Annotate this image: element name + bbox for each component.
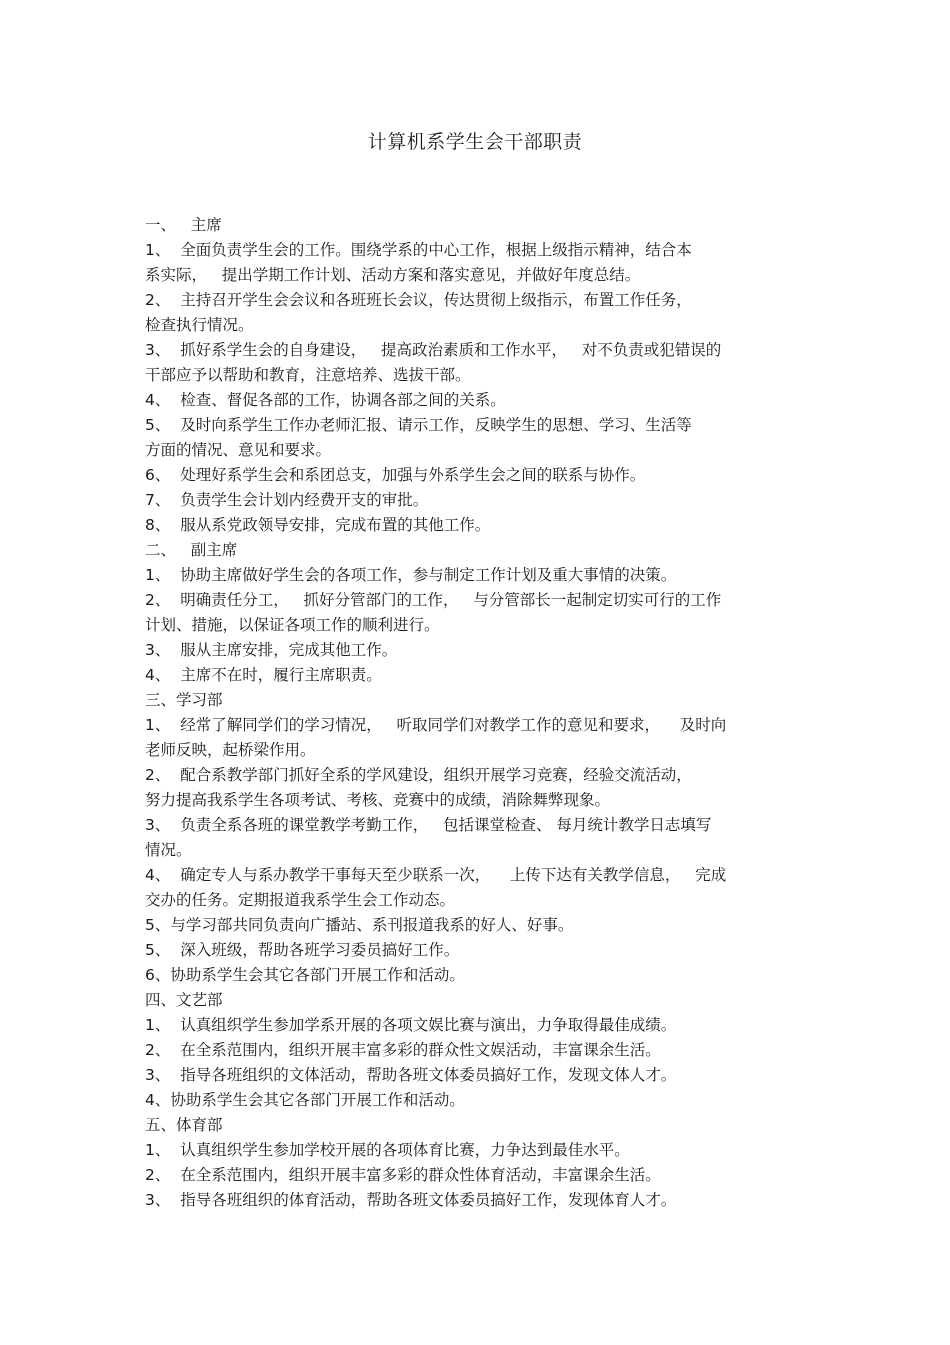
text-line: 三、学习部 [145, 691, 223, 709]
text-line: 方面的情况、意见和要求。 [145, 441, 332, 459]
text-line: 7、 负责学生会计划内经费开支的审批。 [145, 491, 429, 509]
text-line: 5、 深入班级，帮助各班学习委员搞好工作。 [145, 941, 460, 959]
text-line: 四、文艺部 [145, 991, 223, 1009]
text-line: 1、 认真组织学生参加学系开展的各项文娱比赛与演出，力争取得最佳成绩。 [145, 1016, 677, 1034]
text-line: 二、 副主席 [145, 541, 238, 559]
text-line: 3、 抓好系学生会的自身建设， 提高政治素质和工作水平， 对不负责或犯错误的 [145, 341, 722, 359]
text-line: 6、协助系学生会其它各部门开展工作和活动。 [145, 966, 465, 984]
text-line: 情况。 [145, 841, 192, 859]
text-line: 1、 全面负责学生会的工作。围绕学系的中心工作，根据上级指示精神，结合本 [145, 241, 692, 259]
text-line: 5、 及时向系学生工作办老师汇报、请示工作，反映学生的思想、学习、生活等 [145, 416, 692, 434]
text-line: 五、体育部 [145, 1116, 223, 1134]
text-line: 1、 经常了解同学们的学习情况， 听取同学们对教学工作的意见和要求， 及时向 [145, 716, 727, 734]
text-line: 交办的任务。定期报道我系学生会工作动态。 [145, 891, 456, 909]
text-line: 2、 在全系范围内，组织开展丰富多彩的群众性文娱活动，丰富课余生活。 [145, 1041, 661, 1059]
text-line: 干部应予以帮助和教育，注意培养、选拔干部。 [145, 366, 471, 384]
text-line: 4、协助系学生会其它各部门开展工作和活动。 [145, 1091, 465, 1109]
text-line: 6、 处理好系学生会和系团总支，加强与外系学生会之间的联系与协作。 [145, 466, 646, 484]
document-body [145, 213, 815, 1213]
text-line: 2、 在全系范围内，组织开展丰富多彩的群众性体育活动，丰富课余生活。 [145, 1166, 661, 1184]
text-line: 4、 检查、督促各部的工作，协调各部之间的关系。 [145, 391, 506, 409]
text-line: 2、 配合系教学部门抓好全系的学风建设，组织开展学习竞赛，经验交流活动， [145, 766, 692, 784]
text-line: 努力提高我系学生各项考试、考核、竞赛中的成绩，消除舞弊现象。 [145, 791, 611, 809]
text-line: 1、 协助主席做好学生会的各项工作，参与制定工作计划及重大事情的决策。 [145, 566, 677, 584]
text-line: 3、 指导各班组织的文体活动，帮助各班文体委员搞好工作，发现文体人才。 [145, 1066, 677, 1084]
text-line: 老师反映，起桥梁作用。 [145, 741, 316, 759]
text-line: 3、 服从主席安排，完成其他工作。 [145, 641, 398, 659]
text-line: 3、 负责全系各班的课堂教学考勤工作， 包括课堂检查、 每月统计教学日志填写 [145, 816, 712, 834]
text-line: 4、 确定专人与系办教学干事每天至少联系一次， 上传下达有关教学信息， 完成 [145, 866, 727, 884]
text-line: 5、与学习部共同负责向广播站、系刊报道我系的好人、好事。 [145, 916, 574, 934]
text-line: 1、 认真组织学生参加学校开展的各项体育比赛，力争达到最佳水平。 [145, 1141, 630, 1159]
text-line: 3、 指导各班组织的体育活动，帮助各班文体委员搞好工作，发现体育人才。 [145, 1191, 677, 1209]
text-line: 2、 明确责任分工， 抓好分管部门的工作， 与分管部长一起制定切实可行的工作 [145, 591, 722, 609]
text-line: 系实际， 提出学期工作计划、活动方案和落实意见，并做好年度总结。 [145, 266, 641, 284]
text-line: 8、 服从系党政领导安排，完成布置的其他工作。 [145, 516, 491, 534]
text-line: 一、 主席 [145, 216, 222, 234]
text-line: 2、 主持召开学生会会议和各班班长会议，传达贯彻上级指示，布置工作任务， [145, 291, 692, 309]
text-line: 4、 主席不在时，履行主席职责。 [145, 666, 382, 684]
text-line: 检查执行情况。 [145, 316, 254, 334]
document-title: 计算机系学生会干部职责 [367, 131, 583, 153]
text-line: 计划、措施，以保证各项工作的顺利进行。 [145, 616, 440, 634]
